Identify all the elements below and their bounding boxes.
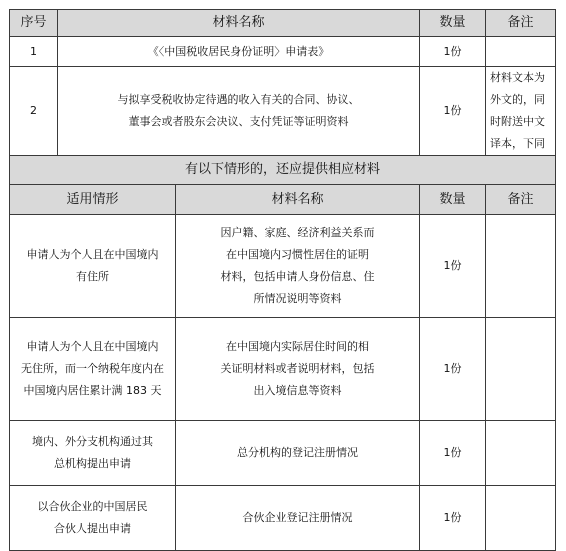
material-name-line: 出入境信息等资料	[253, 384, 342, 397]
row-quantity: 1份	[420, 215, 486, 318]
case-line: 申请人为个人且在中国境内	[26, 248, 159, 261]
header-quantity: 数量	[420, 10, 486, 37]
row-case	[10, 486, 176, 551]
section-title: 有以下情形的，还应提供相应材料	[10, 156, 556, 185]
table-row	[10, 37, 556, 67]
materials-table	[9, 9, 556, 551]
material-name-line: 总分机构的登记注册情况	[237, 446, 358, 459]
row-case	[10, 215, 176, 318]
extra-header-row	[10, 185, 556, 215]
material-name-line: 所情况说明等资料	[253, 292, 342, 305]
main-header-row	[10, 10, 556, 37]
row-material-name	[176, 421, 420, 486]
case-line: 以合伙企业的中国居民	[37, 500, 148, 513]
material-name-line: 在中国境内实际居住时间的相	[226, 340, 369, 353]
table-row	[10, 421, 556, 486]
row-material-name	[176, 486, 420, 551]
header-no: 序号	[10, 10, 58, 37]
header-quantity: 数量	[420, 185, 486, 215]
row-quantity: 1份	[420, 67, 486, 156]
row-quantity: 1份	[420, 37, 486, 67]
row-remark	[486, 215, 556, 318]
row-case	[10, 421, 176, 486]
row-remark	[486, 486, 556, 551]
case-line: 无住所，而一个纳税年度内在	[21, 362, 164, 375]
table-row	[10, 67, 556, 156]
table-row	[10, 486, 556, 551]
row-no: 1	[10, 37, 58, 67]
remark-line: 时附送中文译本，下同	[490, 115, 546, 150]
case-line: 总机构提出申请	[54, 457, 131, 470]
row-material-name	[176, 215, 420, 318]
header-applicable-case: 适用情形	[10, 185, 176, 215]
row-material-name	[176, 318, 420, 421]
header-material-name: 材料名称	[58, 10, 420, 37]
header-remark: 备注	[486, 185, 556, 215]
row-quantity: 1份	[420, 318, 486, 421]
row-remark	[486, 67, 556, 156]
remark-line: 材料文本为外文的，同	[490, 71, 546, 106]
material-name-line: 与拟享受税收协定待遇的收入有关的合同、协议、	[117, 93, 360, 106]
material-name-line: 合伙企业登记注册情况	[242, 511, 353, 524]
row-no: 2	[10, 67, 58, 156]
case-line: 申请人为个人且在中国境内	[26, 340, 159, 353]
material-name-line: 关证明材料或者说明材料，包括	[220, 362, 375, 375]
row-quantity: 1份	[420, 486, 486, 551]
case-line: 合伙人提出申请	[54, 522, 131, 535]
table-row	[10, 318, 556, 421]
material-name-line: 在中国境内习惯性居住的证明	[226, 248, 369, 261]
material-name-line: 材料，包括申请人身份信息、住	[220, 270, 375, 283]
material-name-line: 《〈中国税收居民身份证明〉申请表》	[147, 44, 330, 58]
row-remark	[486, 421, 556, 486]
row-quantity: 1份	[420, 421, 486, 486]
material-name-line: 因户籍、家庭、经济利益关系而	[220, 226, 375, 239]
case-line: 有住所	[76, 270, 109, 283]
row-material-name	[58, 67, 420, 156]
table-row	[10, 215, 556, 318]
case-line: 境内、外分支机构通过其	[32, 435, 153, 448]
row-remark	[486, 318, 556, 421]
header-remark: 备注	[486, 10, 556, 37]
row-case	[10, 318, 176, 421]
row-material-name	[58, 37, 420, 67]
case-line: 中国境内居住累计满 183 天	[23, 384, 162, 397]
material-name-line: 董事会或者股东会决议、支付凭证等证明资料	[128, 115, 349, 128]
row-remark	[486, 37, 556, 67]
section-row	[10, 156, 556, 185]
header-material-name: 材料名称	[176, 185, 420, 215]
